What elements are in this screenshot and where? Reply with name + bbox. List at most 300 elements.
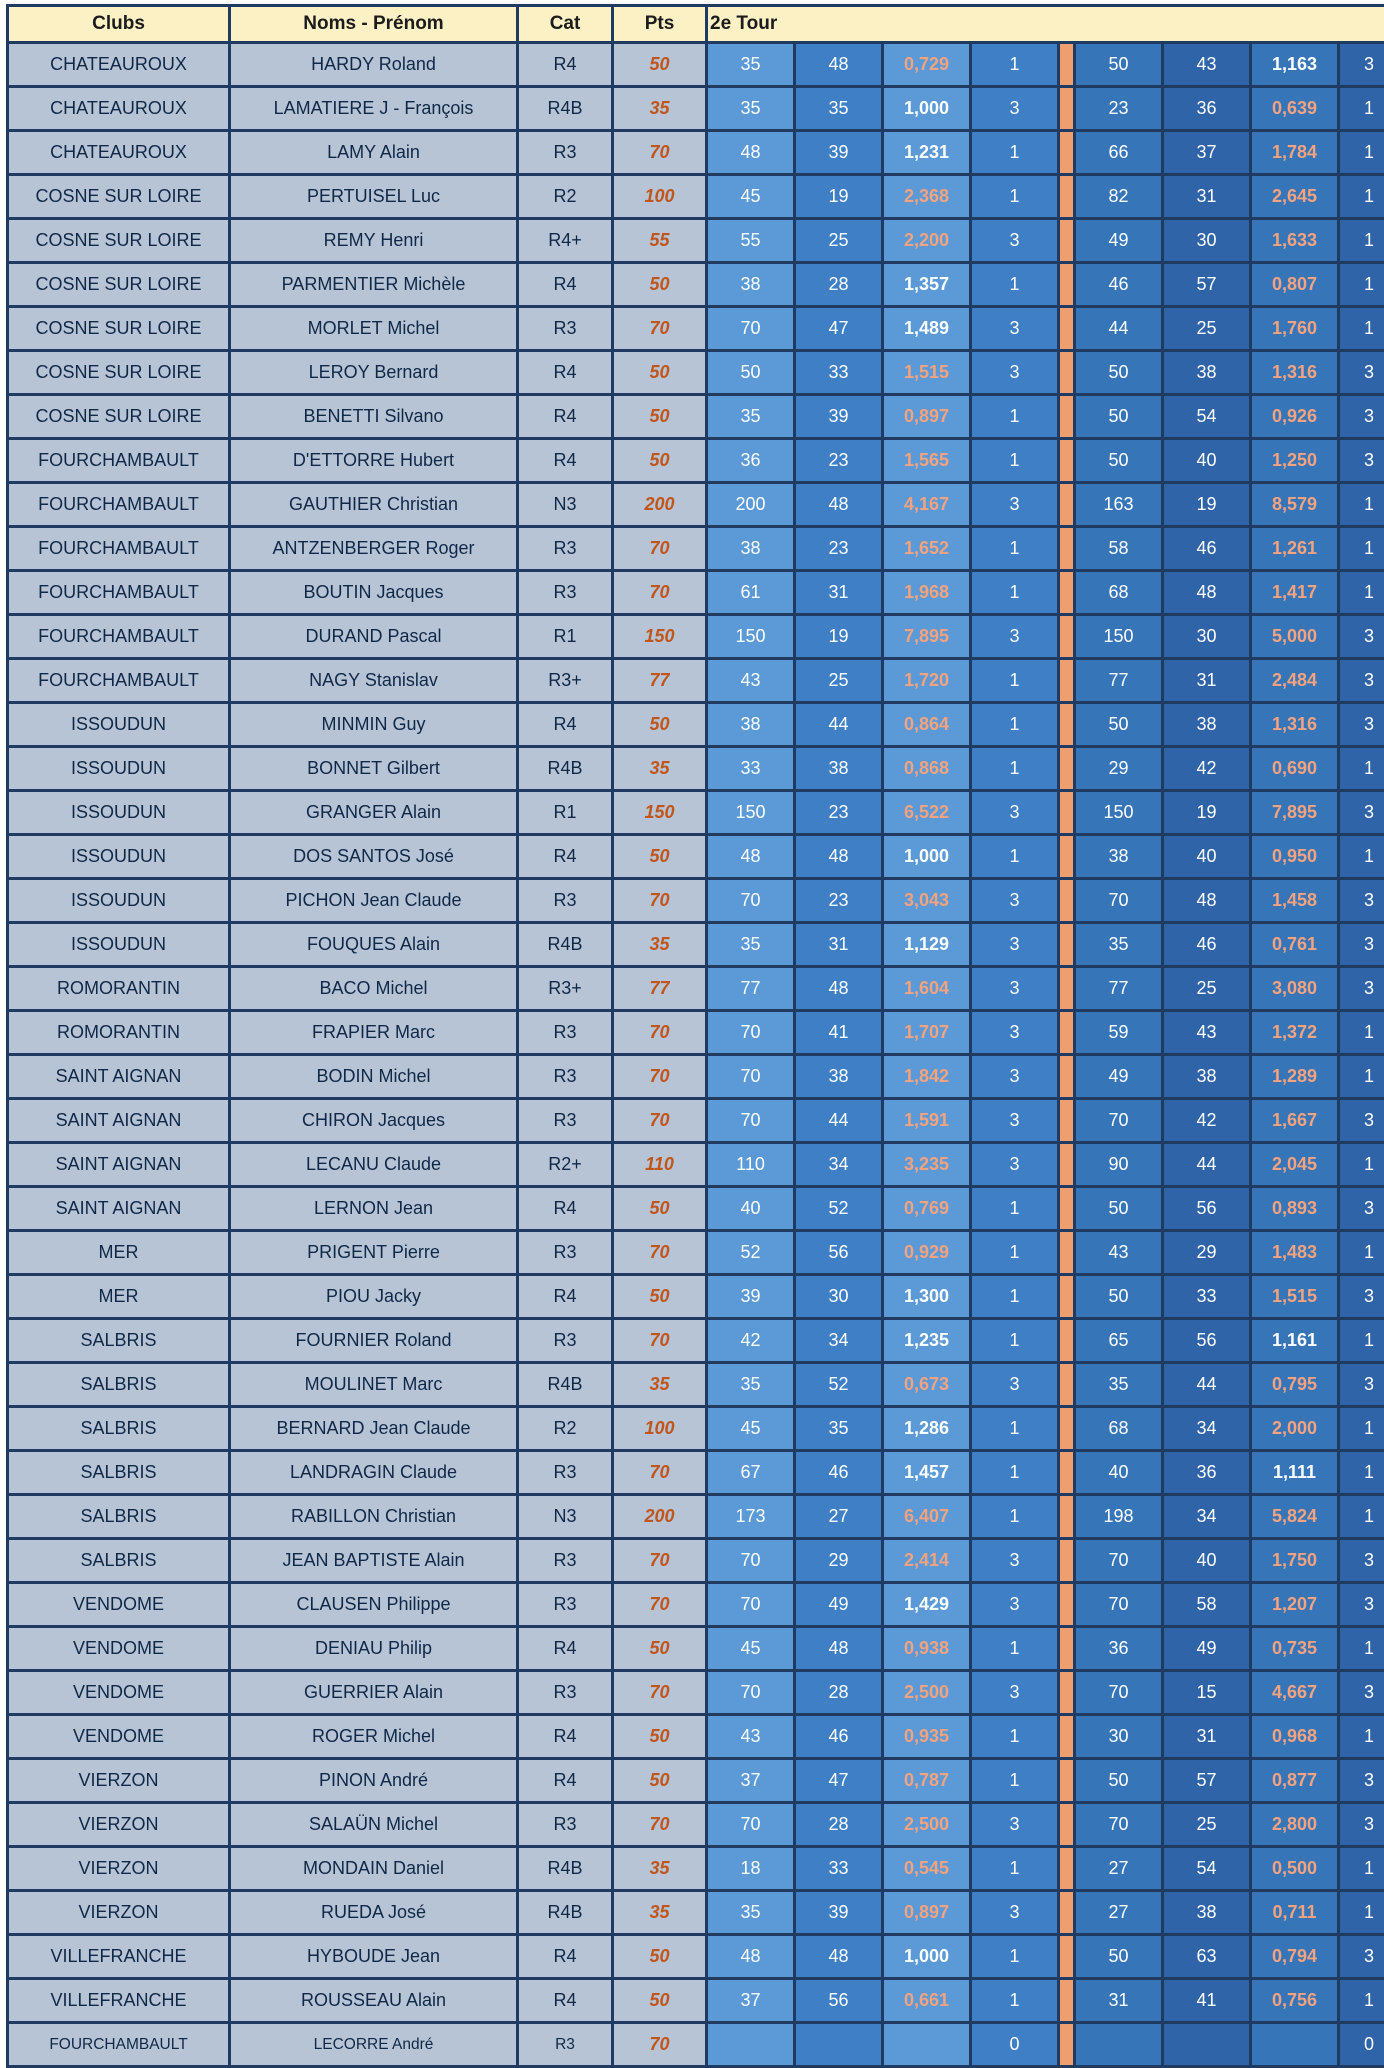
match1-reprises-cell: 48 — [795, 967, 883, 1011]
table-row — [8, 527, 1384, 571]
match1-average-cell: 1,515 — [883, 351, 971, 395]
match1-average-cell: 7,895 — [883, 615, 971, 659]
player-name-cell: CLAUSEN Philippe — [230, 1583, 518, 1627]
player-name-cell: DENIAU Philip — [230, 1627, 518, 1671]
match1-average-cell: 3,043 — [883, 879, 971, 923]
club-cell: SALBRIS — [8, 1319, 230, 1363]
match2-points-cell: 50 — [1075, 1935, 1163, 1979]
match1-reprises-cell: 28 — [795, 1803, 883, 1847]
match1-average-cell: 0,787 — [883, 1759, 971, 1803]
club-cell: VIERZON — [8, 1803, 230, 1847]
match1-result-cell: 1 — [971, 1231, 1059, 1275]
match2-reprises-cell: 30 — [1163, 615, 1251, 659]
match1-result-cell: 1 — [971, 835, 1059, 879]
column-separator — [1059, 219, 1075, 263]
table-row — [8, 1627, 1384, 1671]
match2-average-cell: 1,784 — [1251, 131, 1339, 175]
match2-average-cell: 0,877 — [1251, 1759, 1339, 1803]
match1-points-cell: 40 — [707, 1187, 795, 1231]
header-row — [8, 6, 1384, 43]
match2-reprises-cell: 54 — [1163, 395, 1251, 439]
player-name-cell: BERNARD Jean Claude — [230, 1407, 518, 1451]
match2-reprises-cell: 43 — [1163, 1011, 1251, 1055]
category-cell: R3 — [518, 1319, 613, 1363]
club-cell: SAINT AIGNAN — [8, 1055, 230, 1099]
column-separator — [1059, 791, 1075, 835]
player-name-cell: MORLET Michel — [230, 307, 518, 351]
match2-average-cell: 0,711 — [1251, 1891, 1339, 1935]
match1-reprises-cell: 46 — [795, 1715, 883, 1759]
points-cell: 50 — [613, 703, 707, 747]
column-separator — [1059, 1275, 1075, 1319]
match2-points-cell: 68 — [1075, 571, 1163, 615]
match2-reprises-cell: 40 — [1163, 835, 1251, 879]
club-cell: VIERZON — [8, 1847, 230, 1891]
player-name-cell: MOULINET Marc — [230, 1363, 518, 1407]
player-name-cell: REMY Henri — [230, 219, 518, 263]
column-separator — [1059, 1363, 1075, 1407]
match2-reprises-cell: 38 — [1163, 1055, 1251, 1099]
match2-result-cell: 1 — [1339, 263, 1384, 307]
match2-reprises-cell: 25 — [1163, 1803, 1251, 1847]
match1-points-cell: 45 — [707, 175, 795, 219]
match1-reprises-cell: 47 — [795, 1759, 883, 1803]
match2-result-cell: 1 — [1339, 1715, 1384, 1759]
match2-result-cell: 3 — [1339, 1363, 1384, 1407]
match1-result-cell: 1 — [971, 1187, 1059, 1231]
match2-points-cell: 38 — [1075, 835, 1163, 879]
table-row — [8, 1055, 1384, 1099]
match1-reprises-cell: 39 — [795, 131, 883, 175]
match2-points-cell: 66 — [1075, 131, 1163, 175]
match2-result-cell: 3 — [1339, 1539, 1384, 1583]
match1-average-cell: 0,897 — [883, 1891, 971, 1935]
match1-reprises-cell: 47 — [795, 307, 883, 351]
points-cell: 70 — [613, 571, 707, 615]
match2-reprises-cell: 48 — [1163, 571, 1251, 615]
column-separator — [1059, 1759, 1075, 1803]
match2-average-cell: 0,968 — [1251, 1715, 1339, 1759]
match2-points-cell: 27 — [1075, 1847, 1163, 1891]
player-name-cell: ROGER Michel — [230, 1715, 518, 1759]
match1-reprises-cell: 34 — [795, 1319, 883, 1363]
match1-result-cell: 1 — [971, 439, 1059, 483]
player-name-cell: PRIGENT Pierre — [230, 1231, 518, 1275]
match2-reprises-cell: 15 — [1163, 1671, 1251, 1715]
table-row — [8, 395, 1384, 439]
match1-points-cell: 39 — [707, 1275, 795, 1319]
match1-average-cell: 1,720 — [883, 659, 971, 703]
match1-average-cell: 1,357 — [883, 263, 971, 307]
match1-points-cell: 70 — [707, 1803, 795, 1847]
match1-reprises-cell: 48 — [795, 483, 883, 527]
match2-reprises-cell: 44 — [1163, 1363, 1251, 1407]
match1-reprises-cell: 38 — [795, 747, 883, 791]
match1-result-cell: 1 — [971, 1627, 1059, 1671]
match2-average-cell: 1,750 — [1251, 1539, 1339, 1583]
category-cell: R3+ — [518, 659, 613, 703]
category-cell: R4 — [518, 703, 613, 747]
match1-reprises-cell: 31 — [795, 923, 883, 967]
match2-average-cell: 2,800 — [1251, 1803, 1339, 1847]
category-cell: N3 — [518, 483, 613, 527]
points-cell: 70 — [613, 1099, 707, 1143]
match1-reprises-cell: 19 — [795, 615, 883, 659]
match2-reprises-cell: 54 — [1163, 1847, 1251, 1891]
match2-points-cell: 65 — [1075, 1319, 1163, 1363]
club-cell: COSNE SUR LOIRE — [8, 263, 230, 307]
player-name-cell: RABILLON Christian — [230, 1495, 518, 1539]
column-separator — [1059, 483, 1075, 527]
club-cell: VILLEFRANCHE — [8, 1935, 230, 1979]
player-name-cell: BODIN Michel — [230, 1055, 518, 1099]
match1-average-cell: 0,545 — [883, 1847, 971, 1891]
match2-points-cell: 46 — [1075, 263, 1163, 307]
header-name: Noms - Prénom — [230, 6, 518, 43]
match1-points-cell: 200 — [707, 483, 795, 527]
table-row — [8, 1715, 1384, 1759]
match1-result-cell: 3 — [971, 1363, 1059, 1407]
match2-points-cell: 70 — [1075, 879, 1163, 923]
match1-points-cell: 35 — [707, 395, 795, 439]
player-name-cell: D'ETTORRE Hubert — [230, 439, 518, 483]
match1-result-cell: 3 — [971, 1099, 1059, 1143]
match2-average-cell: 1,515 — [1251, 1275, 1339, 1319]
points-cell: 50 — [613, 1979, 707, 2023]
header-cat: Cat — [518, 6, 613, 43]
points-cell: 200 — [613, 1495, 707, 1539]
match1-points-cell: 70 — [707, 1583, 795, 1627]
match2-result-cell: 1 — [1339, 1979, 1384, 2023]
column-separator — [1059, 307, 1075, 351]
player-name-cell: CHIRON Jacques — [230, 1099, 518, 1143]
match2-result-cell: 3 — [1339, 879, 1384, 923]
match2-result-cell: 3 — [1339, 1583, 1384, 1627]
player-name-cell: MONDAIN Daniel — [230, 1847, 518, 1891]
match1-reprises-cell: 23 — [795, 879, 883, 923]
match2-points-cell: 50 — [1075, 351, 1163, 395]
match1-result-cell: 3 — [971, 1539, 1059, 1583]
player-name-cell: LERNON Jean — [230, 1187, 518, 1231]
match2-points-cell: 31 — [1075, 1979, 1163, 2023]
match1-result-cell: 1 — [971, 1319, 1059, 1363]
match1-result-cell: 1 — [971, 1935, 1059, 1979]
match2-points-cell: 70 — [1075, 1539, 1163, 1583]
header-clubs: Clubs — [8, 6, 230, 43]
column-separator — [1059, 131, 1075, 175]
category-cell: R4B — [518, 1363, 613, 1407]
results-table-body — [8, 6, 1384, 2067]
match2-reprises-cell: 31 — [1163, 175, 1251, 219]
match1-points-cell: 48 — [707, 1935, 795, 1979]
category-cell: R4 — [518, 835, 613, 879]
club-cell: SALBRIS — [8, 1363, 230, 1407]
match1-points-cell: 173 — [707, 1495, 795, 1539]
category-cell: R3 — [518, 1099, 613, 1143]
match1-average-cell: 1,707 — [883, 1011, 971, 1055]
match1-result-cell: 1 — [971, 1275, 1059, 1319]
points-cell: 50 — [613, 351, 707, 395]
points-cell: 35 — [613, 1847, 707, 1891]
category-cell: R4 — [518, 1759, 613, 1803]
match2-average-cell: 0,795 — [1251, 1363, 1339, 1407]
points-cell: 70 — [613, 131, 707, 175]
match2-reprises-cell: 29 — [1163, 1231, 1251, 1275]
match1-average-cell: 1,429 — [883, 1583, 971, 1627]
match1-average-cell: 0,938 — [883, 1627, 971, 1671]
match2-result-cell: 1 — [1339, 1495, 1384, 1539]
points-cell: 50 — [613, 1627, 707, 1671]
points-cell: 70 — [613, 1539, 707, 1583]
club-cell: COSNE SUR LOIRE — [8, 395, 230, 439]
player-name-cell: GAUTHIER Christian — [230, 483, 518, 527]
match1-points-cell — [707, 2023, 795, 2067]
category-cell: R3 — [518, 527, 613, 571]
match2-average-cell: 5,824 — [1251, 1495, 1339, 1539]
category-cell: R2 — [518, 175, 613, 219]
match1-result-cell: 3 — [971, 351, 1059, 395]
match2-points-cell: 50 — [1075, 395, 1163, 439]
column-separator — [1059, 747, 1075, 791]
player-name-cell: FOURNIER Roland — [230, 1319, 518, 1363]
match2-result-cell: 1 — [1339, 1847, 1384, 1891]
match2-points-cell: 77 — [1075, 967, 1163, 1011]
match1-reprises-cell: 48 — [795, 835, 883, 879]
points-cell: 50 — [613, 1275, 707, 1319]
match2-reprises-cell: 34 — [1163, 1407, 1251, 1451]
match1-reprises-cell: 38 — [795, 1055, 883, 1099]
column-separator — [1059, 1847, 1075, 1891]
match2-points-cell: 68 — [1075, 1407, 1163, 1451]
match2-average-cell: 1,316 — [1251, 703, 1339, 747]
table-row — [8, 879, 1384, 923]
match1-reprises-cell — [795, 2023, 883, 2067]
match1-reprises-cell: 28 — [795, 1671, 883, 1715]
club-cell: VIERZON — [8, 1891, 230, 1935]
match2-reprises-cell: 49 — [1163, 1627, 1251, 1671]
points-cell: 70 — [613, 879, 707, 923]
table-row — [8, 1759, 1384, 1803]
category-cell: R4B — [518, 1847, 613, 1891]
player-name-cell: LANDRAGIN Claude — [230, 1451, 518, 1495]
match1-points-cell: 43 — [707, 659, 795, 703]
match2-average-cell: 0,950 — [1251, 835, 1339, 879]
club-cell: SALBRIS — [8, 1451, 230, 1495]
category-cell: R4 — [518, 43, 613, 87]
match2-points-cell: 49 — [1075, 1055, 1163, 1099]
match1-points-cell: 33 — [707, 747, 795, 791]
club-cell: MER — [8, 1231, 230, 1275]
match2-reprises-cell: 63 — [1163, 1935, 1251, 1979]
player-name-cell: LEROY Bernard — [230, 351, 518, 395]
column-separator — [1059, 439, 1075, 483]
match2-reprises-cell: 31 — [1163, 659, 1251, 703]
match2-average-cell: 0,926 — [1251, 395, 1339, 439]
match2-reprises-cell: 19 — [1163, 483, 1251, 527]
player-name-cell: DOS SANTOS José — [230, 835, 518, 879]
points-cell: 70 — [613, 1231, 707, 1275]
player-name-cell: HARDY Roland — [230, 43, 518, 87]
points-cell: 50 — [613, 1715, 707, 1759]
column-separator — [1059, 1495, 1075, 1539]
match2-result-cell: 3 — [1339, 703, 1384, 747]
column-separator — [1059, 351, 1075, 395]
match2-result-cell: 1 — [1339, 219, 1384, 263]
match1-reprises-cell: 46 — [795, 1451, 883, 1495]
match1-average-cell: 2,368 — [883, 175, 971, 219]
club-cell: CHATEAUROUX — [8, 87, 230, 131]
match2-average-cell: 2,045 — [1251, 1143, 1339, 1187]
match1-reprises-cell: 44 — [795, 703, 883, 747]
column-separator — [1059, 659, 1075, 703]
category-cell: R3 — [518, 307, 613, 351]
table-row — [8, 1539, 1384, 1583]
column-separator — [1059, 1319, 1075, 1363]
match1-average-cell — [883, 2023, 971, 2067]
match1-reprises-cell: 39 — [795, 395, 883, 439]
match1-average-cell: 1,842 — [883, 1055, 971, 1099]
match1-average-cell: 0,935 — [883, 1715, 971, 1759]
table-row — [8, 1803, 1384, 1847]
category-cell: R4 — [518, 1187, 613, 1231]
match1-reprises-cell: 25 — [795, 659, 883, 703]
match1-reprises-cell: 35 — [795, 1407, 883, 1451]
match2-reprises-cell: 25 — [1163, 307, 1251, 351]
points-cell: 150 — [613, 615, 707, 659]
points-cell: 70 — [613, 527, 707, 571]
category-cell: R3 — [518, 1539, 613, 1583]
player-name-cell: MINMIN Guy — [230, 703, 518, 747]
match2-reprises-cell: 44 — [1163, 1143, 1251, 1187]
player-name-cell: NAGY Stanislav — [230, 659, 518, 703]
table-row — [8, 659, 1384, 703]
match1-reprises-cell: 23 — [795, 527, 883, 571]
match2-reprises-cell: 46 — [1163, 527, 1251, 571]
match2-reprises-cell: 19 — [1163, 791, 1251, 835]
match1-average-cell: 0,729 — [883, 43, 971, 87]
results-table — [6, 4, 1384, 2068]
match2-result-cell: 1 — [1339, 1143, 1384, 1187]
column-separator — [1059, 395, 1075, 439]
table-row — [8, 1363, 1384, 1407]
table-row — [8, 791, 1384, 835]
match2-result-cell: 3 — [1339, 791, 1384, 835]
table-row — [8, 87, 1384, 131]
points-cell: 70 — [613, 2023, 707, 2067]
match1-result-cell: 1 — [971, 703, 1059, 747]
player-name-cell: GRANGER Alain — [230, 791, 518, 835]
club-cell: SAINT AIGNAN — [8, 1187, 230, 1231]
match2-points-cell: 50 — [1075, 1275, 1163, 1319]
match2-points-cell: 82 — [1075, 175, 1163, 219]
points-cell: 70 — [613, 1583, 707, 1627]
match1-reprises-cell: 30 — [795, 1275, 883, 1319]
match2-points-cell: 50 — [1075, 1759, 1163, 1803]
column-separator — [1059, 923, 1075, 967]
category-cell: N3 — [518, 1495, 613, 1539]
match2-average-cell: 1,633 — [1251, 219, 1339, 263]
match2-result-cell: 3 — [1339, 351, 1384, 395]
match2-reprises-cell — [1163, 2023, 1251, 2067]
match2-points-cell: 198 — [1075, 1495, 1163, 1539]
club-cell: ISSOUDUN — [8, 835, 230, 879]
match1-average-cell: 1,565 — [883, 439, 971, 483]
match1-average-cell: 2,500 — [883, 1803, 971, 1847]
match2-average-cell: 0,807 — [1251, 263, 1339, 307]
match1-average-cell: 1,129 — [883, 923, 971, 967]
match1-reprises-cell: 49 — [795, 1583, 883, 1627]
column-separator — [1059, 703, 1075, 747]
match1-points-cell: 38 — [707, 703, 795, 747]
match2-points-cell: 50 — [1075, 703, 1163, 747]
header-pts: Pts — [613, 6, 707, 43]
player-name-cell: GUERRIER Alain — [230, 1671, 518, 1715]
match1-reprises-cell: 48 — [795, 1627, 883, 1671]
match2-average-cell — [1251, 2023, 1339, 2067]
column-separator — [1059, 87, 1075, 131]
match2-points-cell: 43 — [1075, 1231, 1163, 1275]
match2-result-cell: 3 — [1339, 1099, 1384, 1143]
player-name-cell: PINON André — [230, 1759, 518, 1803]
match1-average-cell: 6,522 — [883, 791, 971, 835]
match2-points-cell: 59 — [1075, 1011, 1163, 1055]
category-cell: R4 — [518, 1715, 613, 1759]
match2-average-cell: 2,645 — [1251, 175, 1339, 219]
match2-reprises-cell: 25 — [1163, 967, 1251, 1011]
player-name-cell: JEAN BAPTISTE Alain — [230, 1539, 518, 1583]
match1-points-cell: 37 — [707, 1979, 795, 2023]
points-cell: 35 — [613, 923, 707, 967]
match1-result-cell: 1 — [971, 1715, 1059, 1759]
column-separator — [1059, 1231, 1075, 1275]
match2-points-cell: 36 — [1075, 1627, 1163, 1671]
category-cell: R4 — [518, 351, 613, 395]
match1-result-cell: 1 — [971, 1847, 1059, 1891]
match1-points-cell: 67 — [707, 1451, 795, 1495]
player-name-cell: ROUSSEAU Alain — [230, 1979, 518, 2023]
table-row — [8, 307, 1384, 351]
match1-points-cell: 42 — [707, 1319, 795, 1363]
match2-reprises-cell: 37 — [1163, 131, 1251, 175]
club-cell: ISSOUDUN — [8, 703, 230, 747]
category-cell: R4 — [518, 439, 613, 483]
match1-result-cell: 3 — [971, 967, 1059, 1011]
player-name-cell: PICHON Jean Claude — [230, 879, 518, 923]
table-row — [8, 1979, 1384, 2023]
category-cell: R2 — [518, 1407, 613, 1451]
category-cell: R4B — [518, 1891, 613, 1935]
match1-result-cell: 1 — [971, 1451, 1059, 1495]
points-cell: 70 — [613, 1671, 707, 1715]
match1-result-cell: 1 — [971, 527, 1059, 571]
table-row — [8, 1451, 1384, 1495]
match2-points-cell: 77 — [1075, 659, 1163, 703]
category-cell: R3 — [518, 1803, 613, 1847]
points-cell: 70 — [613, 1011, 707, 1055]
match1-points-cell: 18 — [707, 1847, 795, 1891]
match1-reprises-cell: 27 — [795, 1495, 883, 1539]
match1-points-cell: 70 — [707, 1539, 795, 1583]
match1-reprises-cell: 52 — [795, 1187, 883, 1231]
match1-result-cell: 1 — [971, 571, 1059, 615]
match1-average-cell: 1,000 — [883, 1935, 971, 1979]
match1-points-cell: 110 — [707, 1143, 795, 1187]
club-cell: SAINT AIGNAN — [8, 1143, 230, 1187]
match2-points-cell: 40 — [1075, 1451, 1163, 1495]
match2-average-cell: 0,756 — [1251, 1979, 1339, 2023]
category-cell: R3 — [518, 1055, 613, 1099]
match1-result-cell: 1 — [971, 43, 1059, 87]
